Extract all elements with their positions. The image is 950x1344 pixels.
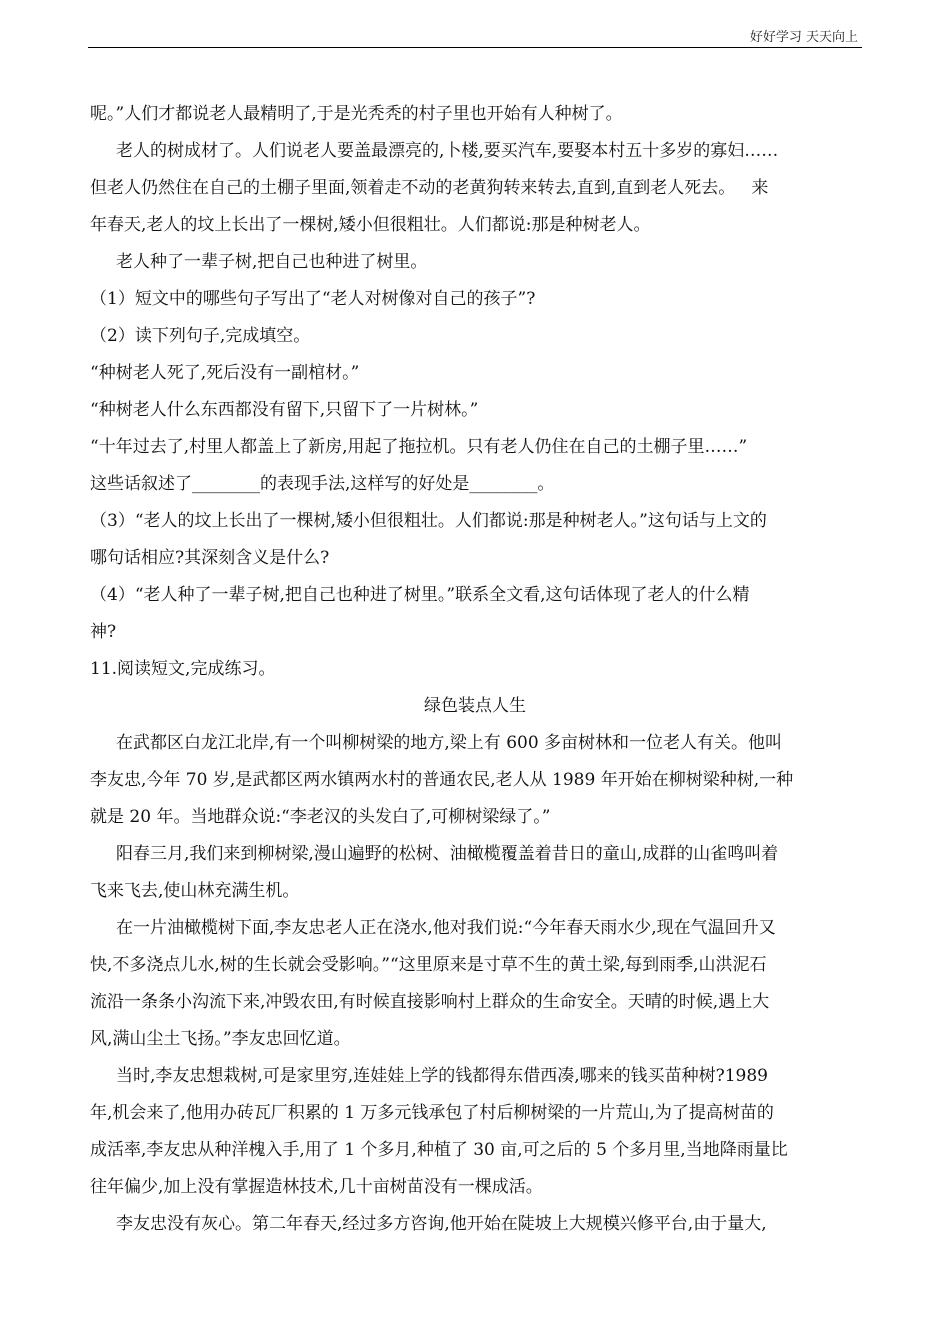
text-line: （4）“老人种了一辈子树,把自己也种进了树里。”联系全文看,这句话体现了老人的什么精 xyxy=(90,585,750,605)
text-line: 就是 20 年。当地群众说:“李老汉的头发白了,可柳树梁绿了。” xyxy=(90,807,551,827)
text-line: 年春天,老人的坟上长出了一棵树,矮小但很粗壮。人们都说:那是种树老人。 xyxy=(90,215,651,235)
text-line: 神? xyxy=(90,622,117,642)
text-line: 哪句话相应?其深刻含义是什么? xyxy=(90,548,330,568)
text-line: 这些话叙述了________的表现手法,这样写的好处是________。 xyxy=(90,474,555,494)
text-line: （2）读下列句子,完成填空。 xyxy=(90,326,311,346)
text-line: 李友忠没有灰心。第二年春天,经过多方咨询,他开始在陡坡上大规模兴修平台,由于量大, xyxy=(116,1214,767,1234)
text-line: （3）“老人的坟上长出了一棵树,矮小但很粗壮。人们都说:那是种树老人。”这句话与上文的 xyxy=(90,511,767,531)
text-line: 李友忠,今年 70 岁,是武都区两水镇两水村的普通农民,老人从 1989 年开始在柳树梁种树,一种 xyxy=(90,770,794,790)
text-line: 流沿一条条小沟流下来,冲毁农田,有时候直接影响村上群众的生命安全。天晴的时候,遇上大 xyxy=(90,992,770,1012)
text-line: 在武都区白龙江北岸,有一个叫柳树梁的地方,梁上有 600 多亩树林和一位老人有关。他叫 xyxy=(116,733,783,753)
text-line: （1）短文中的哪些句子写出了“老人对树像对自己的孩子”? xyxy=(90,289,536,309)
text-line: 但老人仍然住在自己的土棚子里面,领着走不动的老黄狗转来转去,直到,直到老人死去。 来 xyxy=(90,178,769,198)
text-line: 风,满山尘土飞扬。”李友忠回忆道。 xyxy=(90,1029,351,1049)
text-line: 11.阅读短文,完成练习。 xyxy=(90,659,276,679)
text-line: 年,机会来了,他用办砖瓦厂积累的 1 万多元钱承包了村后柳树梁的一片荒山,为了提高树苗的 xyxy=(90,1103,774,1123)
article-title: 绿色装点人生 xyxy=(424,696,526,716)
header-divider xyxy=(88,47,862,48)
text-line: 成活率,李友忠从种洋槐入手,用了 1 个多月,种植了 30 亩,可之后的 5 个多月里,当地降雨量比 xyxy=(90,1140,788,1160)
document-body xyxy=(90,96,860,1243)
text-line: 老人的树成材了。人们说老人要盖最漂亮的,卜楼,要买汽车,要娶本村五十多岁的寡妇…… xyxy=(116,141,779,161)
text-line: 飞来飞去,使山林充满生机。 xyxy=(90,881,300,901)
text-line: 老人种了一辈子树,把自己也种进了树里。 xyxy=(116,252,428,272)
text-line: “种树老人死了,死后没有一副棺材。” xyxy=(90,363,360,383)
text-line: 快,不多浇点儿水,树的生长就会受影响。”“这里原来是寸草不生的黄土梁,每到雨季,山洪泥石 xyxy=(90,955,767,975)
text-line: 呢。”人们才都说老人最精明了,于是光秃秃的村子里也开始有人种树了。 xyxy=(90,104,623,124)
text-line: 阳春三月,我们来到柳树梁,漫山遍野的松树、油橄榄覆盖着昔日的童山,成群的山雀鸣叫着 xyxy=(116,844,779,864)
text-line: 当时,李友忠想栽树,可是家里穷,连娃娃上学的钱都得东借西凑,哪来的钱买苗种树?1989 xyxy=(116,1066,768,1086)
text-line: 往年偏少,加上没有掌握造林技术,几十亩树苗没有一棵成活。 xyxy=(90,1177,543,1197)
header-motto: 好好学习 天天向上 xyxy=(749,30,858,45)
text-line: 在一片油橄榄树下面,李友忠老人正在浇水,他对我们说:“今年春天雨水少,现在气温回升又 xyxy=(116,918,776,938)
text-line: “种树老人什么东西都没有留下,只留下了一片树林。” xyxy=(90,400,479,420)
text-line: “十年过去了,村里人都盖上了新房,用起了拖拉机。只有老人仍住在自己的土棚子里……” xyxy=(90,437,748,457)
